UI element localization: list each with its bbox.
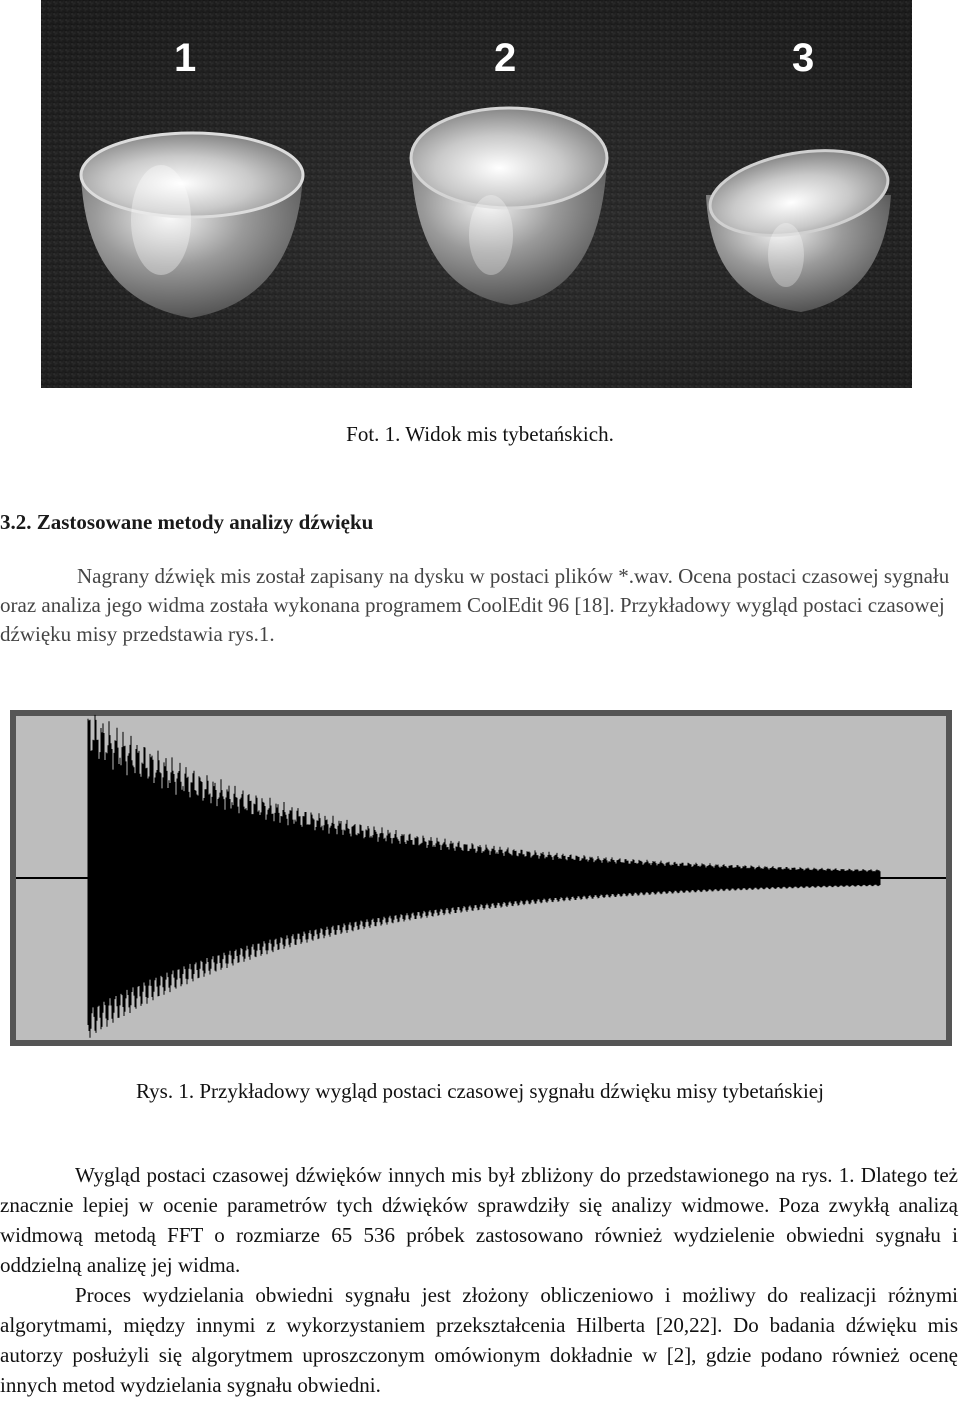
intro-paragraph bbox=[0, 562, 958, 649]
bowl-number-3: 3 bbox=[792, 36, 815, 80]
intro-paragraph-text: Nagrany dźwięk mis został zapisany na dysku w postaci plików *.wav. Ocena postaci czasowej sygnału oraz analiza jego widma została wykonana programem CoolEdit 96 [18]. Przykładowy wygląd postaci czasowej dźwięku misy przedstawia rys.1. bbox=[0, 564, 950, 646]
waveform-figure bbox=[10, 710, 952, 1046]
waveform-plot bbox=[10, 710, 952, 1046]
bowl-number-2: 2 bbox=[494, 36, 517, 80]
bowls-illustration bbox=[41, 0, 912, 388]
body-paragraph-2: Proces wydzielania obwiedni sygnału jest złożony obliczeniowo i możliwy do realizacji różnymi algorytmami, między innymi z wykorzystaniem przekształcenia Hilberta [20,22]. Do badania dźwięku mis autorzy posłużyli się algorytmem uproszczonym omówionym dokładnie w [2], gdzie podano również ocenę innych metod wydzielania sygnału obwiedni. bbox=[0, 1283, 958, 1397]
photo-tibetan-bowls bbox=[41, 0, 912, 388]
body-text bbox=[0, 1160, 958, 1400]
section-heading: 3.2. Zastosowane metody analizy dźwięku bbox=[0, 510, 374, 534]
bowl-number-1: 1 bbox=[174, 36, 197, 80]
photo-caption: Fot. 1. Widok mis tybetańskich. bbox=[346, 422, 614, 446]
figure-caption: Rys. 1. Przykładowy wygląd postaci czasowej sygnału dźwięku misy tybetańskiej bbox=[136, 1079, 824, 1103]
body-paragraph-1: Wygląd postaci czasowej dźwięków innych mis był zbliżony do przedstawionego na rys. 1. Dlatego też znacznie lepiej w ocenie parametrów tych dźwięków sprawdziły się analizy widmowe. Poza zwykłą analizą widmową metodą FFT o rozmiarze 65 536 próbek zastosowano również wydzielenie obwiedni sygnału i oddzielną analizę jej widma. bbox=[0, 1163, 958, 1277]
